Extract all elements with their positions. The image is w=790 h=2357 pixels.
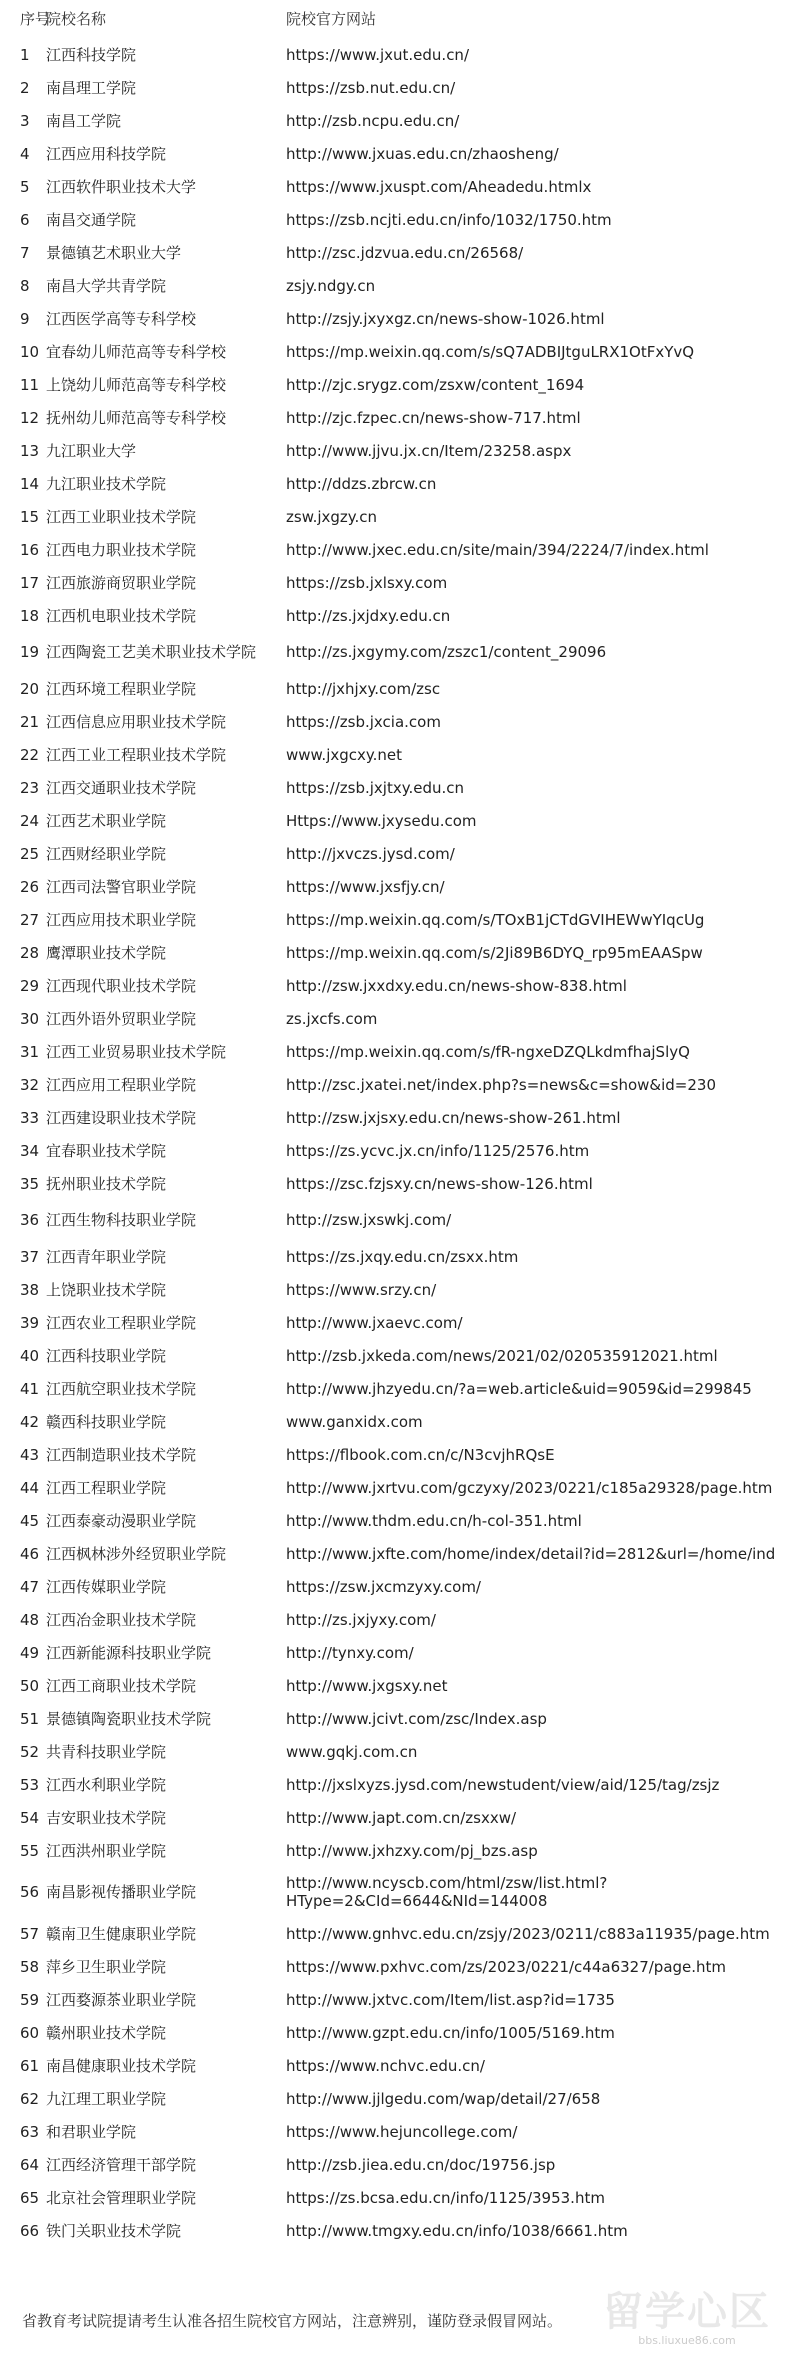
college-name: 九江理工职业学院 (46, 2089, 167, 2108)
row-number: 57 (20, 1924, 40, 1943)
college-website-link[interactable]: http://zjc.srygz.com/zsxw/content_1694 (286, 375, 585, 394)
row-number: 32 (20, 1075, 40, 1094)
college-name: 上饶幼儿师范高等专科学校 (46, 375, 227, 394)
college-website-link[interactable]: https://www.nchvc.edu.cn/ (286, 2056, 485, 2075)
table-row (10, 1035, 790, 1068)
table-row (10, 71, 790, 104)
table-row (10, 2049, 790, 2082)
college-website-link[interactable]: http://www.jxtvc.com/Item/list.asp?id=1735 (286, 1990, 615, 2009)
row-number: 40 (20, 1346, 40, 1365)
table-row (10, 2214, 790, 2247)
college-name: 上饶职业技术学院 (46, 1280, 167, 1299)
college-name: 南昌理工学院 (46, 78, 137, 97)
college-name: 江西冶金职业技术学院 (46, 1610, 197, 1629)
row-number: 5 (20, 177, 30, 196)
college-name: 江西医学高等专科学校 (46, 309, 197, 328)
row-number: 37 (20, 1247, 40, 1266)
table-header-row (10, 0, 790, 38)
row-number: 12 (20, 408, 40, 427)
college-website-link[interactable]: http://zsb.ncpu.edu.cn/ (286, 111, 460, 130)
college-name: 江西工商职业技术学院 (46, 1676, 197, 1695)
college-name: 南昌工学院 (46, 111, 122, 130)
table-row (10, 1339, 790, 1372)
watermark-logo: 留学心区 (603, 2289, 771, 2335)
college-website-link[interactable]: http://www.gnhvc.edu.cn/zsjy/2023/0211/c883a11935/page.htm (286, 1924, 770, 1943)
table-row (10, 599, 790, 632)
table-row (10, 1405, 790, 1438)
college-website-link[interactable]: https://www.jxsfjy.cn/ (286, 877, 445, 896)
table-row (10, 434, 790, 467)
college-name: 景德镇艺术职业大学 (46, 243, 182, 262)
college-name: 赣西科技职业学院 (46, 1412, 167, 1431)
college-name: 江西现代职业技术学院 (46, 976, 197, 995)
table-row (10, 1101, 790, 1134)
college-website-link[interactable]: http://www.jcivt.com/zsc/Index.asp (286, 1709, 547, 1728)
college-name: 江西建设职业技术学院 (46, 1108, 197, 1127)
table-row (10, 236, 790, 269)
row-number: 66 (20, 2221, 40, 2240)
college-website-link[interactable]: http://jxslxyzs.jysd.com/newstudent/view/aid/125/tag/zsjz (286, 1775, 720, 1794)
college-name: 江西工业工程职业技术学院 (46, 745, 227, 764)
row-number: 36 (20, 1211, 40, 1229)
table-row (10, 1372, 790, 1405)
college-name: 江西应用科技学院 (46, 144, 167, 163)
table-row (10, 1603, 790, 1636)
row-number: 7 (20, 243, 30, 262)
college-website-link[interactable]: https://www.hejuncollege.com/ (286, 2122, 518, 2141)
row-number: 20 (20, 679, 40, 698)
college-name: 南昌影视传播职业学院 (46, 1883, 197, 1901)
table-row (10, 203, 790, 236)
table-row (10, 2082, 790, 2115)
row-number: 49 (20, 1643, 40, 1662)
college-website-link[interactable]: zs.jxcfs.com (286, 1009, 378, 1028)
row-number: 24 (20, 811, 40, 830)
college-name: 南昌大学共青学院 (46, 276, 167, 295)
college-name: 江西生物科技职业学院 (46, 1211, 197, 1229)
table-row (10, 705, 790, 738)
college-name: 江西科技职业学院 (46, 1346, 167, 1365)
college-website-link[interactable]: https://www.srzy.cn/ (286, 1280, 437, 1299)
college-website-link[interactable]: http://zsb.jxkeda.com/news/2021/02/020535912021.html (286, 1346, 718, 1365)
row-number: 56 (20, 1883, 40, 1901)
table-row (10, 335, 790, 368)
college-website-link[interactable]: http://zs.jxjyxy.com/ (286, 1610, 436, 1629)
college-name: 和君职业学院 (46, 2122, 137, 2141)
row-number: 22 (20, 745, 40, 764)
college-name: 江西交通职业技术学院 (46, 778, 197, 797)
row-number: 6 (20, 210, 30, 229)
table-row (10, 302, 790, 335)
college-name: 江西科技学院 (46, 45, 137, 64)
row-number: 15 (20, 507, 40, 526)
college-website-link[interactable]: https://zsb.nut.edu.cn/ (286, 78, 456, 97)
college-website-link[interactable]: http://zsc.jdzvua.edu.cn/26568/ (286, 243, 524, 262)
table-row (10, 738, 790, 771)
row-number: 39 (20, 1313, 40, 1332)
college-website-link[interactable]: http://zsc.jxatei.net/index.php?s=news&c=show&id=230 (286, 1075, 716, 1094)
college-name: 景德镇陶瓷职业技术学院 (46, 1709, 212, 1728)
college-name: 九江职业大学 (46, 441, 137, 460)
row-number: 38 (20, 1280, 40, 1299)
row-number: 63 (20, 2122, 40, 2141)
college-name: 江西制造职业技术学院 (46, 1445, 197, 1464)
college-name: 江西工业贸易职业技术学院 (46, 1042, 227, 1061)
row-number: 2 (20, 78, 30, 97)
college-website-link[interactable]: Https://www.jxysedu.com (286, 811, 477, 830)
row-number: 46 (20, 1544, 40, 1563)
college-name: 江西环境工程职业学院 (46, 679, 197, 698)
college-name: 萍乡卫生职业学院 (46, 1957, 167, 1976)
college-website-link[interactable]: http://www.jxaevc.com/ (286, 1313, 463, 1332)
college-website-link[interactable]: http://jxvczs.jysd.com/ (286, 844, 455, 863)
table-row (10, 870, 790, 903)
college-name: 江西枫林涉外经贸职业学院 (46, 1544, 227, 1563)
table-row (10, 1167, 790, 1200)
table-row (10, 1570, 790, 1603)
college-name: 江西泰豪动漫职业学院 (46, 1511, 197, 1530)
college-website-link[interactable]: www.ganxidx.com (286, 1412, 423, 1431)
college-name: 江西航空职业技术学院 (46, 1379, 197, 1398)
college-website-link[interactable]: http://www.jxhzxy.com/pj_bzs.asp (286, 1841, 538, 1860)
row-number: 30 (20, 1009, 40, 1028)
college-name: 江西信息应用职业技术学院 (46, 712, 227, 731)
college-name: 江西青年职业学院 (46, 1247, 167, 1266)
college-website-link[interactable]: http://zs.jxjdxy.edu.cn (286, 606, 451, 625)
college-name: 铁门关职业技术学院 (46, 2221, 182, 2240)
row-number: 48 (20, 1610, 40, 1629)
row-number: 27 (20, 910, 40, 929)
row-number: 60 (20, 2023, 40, 2042)
table-row (10, 1669, 790, 1702)
college-name: 江西应用工程职业学院 (46, 1075, 197, 1094)
row-number: 44 (20, 1478, 40, 1497)
row-number: 28 (20, 943, 40, 962)
watermark (602, 2290, 772, 2350)
table-row (10, 1950, 790, 1983)
college-website-link[interactable]: https://zs.bcsa.edu.cn/info/1125/3953.htm (286, 2188, 605, 2207)
college-website-link[interactable]: www.jxgcxy.net (286, 745, 403, 764)
row-number: 11 (20, 375, 40, 394)
college-name: 江西洪州职业学院 (46, 1841, 167, 1860)
college-website-link[interactable]: http://www.gzpt.edu.cn/info/1005/5169.htm (286, 2023, 615, 2042)
table-row (10, 2181, 790, 2214)
college-website-table (10, 0, 790, 2247)
college-name: 吉安职业技术学院 (46, 1808, 167, 1827)
college-website-link[interactable]: http://www.ncyscb.com/html/zsw/list.html?HType=2&CId=6644&NId=144008 (286, 1874, 608, 1910)
table-row (10, 269, 790, 302)
row-number: 23 (20, 778, 40, 797)
header-name: 院校名称 (46, 10, 107, 28)
college-website-link[interactable]: http://www.jxrtvu.com/gczyxy/2023/0221/c185a29328/page.htm (286, 1478, 773, 1497)
table-row (10, 401, 790, 434)
table-row (10, 467, 790, 500)
college-website-link[interactable]: https://zsb.jxlsxy.com (286, 573, 448, 592)
table-row (10, 1537, 790, 1570)
college-website-link[interactable]: http://zsw.jxxdxy.edu.cn/news-show-838.html (286, 976, 627, 995)
college-website-link[interactable]: https://zsc.fzjsxy.cn/news-show-126.html (286, 1174, 593, 1193)
table-row (10, 1200, 790, 1240)
college-name: 赣南卫生健康职业学院 (46, 1924, 197, 1943)
row-number: 65 (20, 2188, 40, 2207)
college-website-link[interactable]: http://www.thdm.edu.cn/h-col-351.html (286, 1511, 582, 1530)
college-website-link[interactable]: http://zsw.jxswkj.com/ (286, 1211, 452, 1229)
college-website-link[interactable]: http://jxhjxy.com/zsc (286, 679, 441, 698)
college-name: 赣州职业技术学院 (46, 2023, 167, 2042)
table-row (10, 2016, 790, 2049)
table-row (10, 771, 790, 804)
table-row (10, 1768, 790, 1801)
row-number: 33 (20, 1108, 40, 1127)
table-row (10, 1134, 790, 1167)
row-number: 51 (20, 1709, 40, 1728)
row-number: 59 (20, 1990, 40, 2009)
row-number: 52 (20, 1742, 40, 1761)
college-name: 江西农业工程职业学院 (46, 1313, 197, 1332)
table-row (10, 1002, 790, 1035)
table-row (10, 804, 790, 837)
row-number: 58 (20, 1957, 40, 1976)
college-name: 江西新能源科技职业学院 (46, 1643, 212, 1662)
college-website-link[interactable]: zsw.jxgzy.cn (286, 507, 378, 526)
table-row (10, 1273, 790, 1306)
college-name: 宜春幼儿师范高等专科学校 (46, 342, 227, 361)
table-row (10, 632, 790, 672)
table-row (10, 1702, 790, 1735)
row-number: 61 (20, 2056, 40, 2075)
table-row (10, 672, 790, 705)
table-row (10, 1068, 790, 1101)
college-website-link[interactable]: http://zsjy.jxyxgz.cn/news-show-1026.html (286, 309, 605, 328)
college-name: 北京社会管理职业学院 (46, 2188, 197, 2207)
college-name: 江西应用技术职业学院 (46, 910, 197, 929)
college-website-link[interactable]: http://www.jxuas.edu.cn/zhaosheng/ (286, 144, 559, 163)
table-row (10, 969, 790, 1002)
row-number: 47 (20, 1577, 40, 1596)
college-name: 江西陶瓷工艺美术职业技术学院 (46, 643, 257, 661)
footer-note: 省教育考试院提请考生认准各招生院校官方网站，注意辨别，谨防登录假冒网站。 (22, 2312, 563, 2330)
header-url: 院校官方网站 (286, 10, 377, 28)
college-website-link[interactable]: http://www.jxec.edu.cn/site/main/394/2224/7/index.html (286, 540, 709, 559)
row-number: 1 (20, 45, 30, 64)
college-website-link[interactable]: https://mp.weixin.qq.com/s/sQ7ADBIJtguLRX1OtFxYvQ (286, 342, 695, 361)
college-website-link[interactable]: http://www.jhzyedu.cn/?a=web.article&uid=9059&id=299845 (286, 1379, 752, 1398)
row-number: 4 (20, 144, 30, 163)
college-website-link[interactable]: https://mp.weixin.qq.com/s/2Ji89B6DYQ_rp95mEAASpw (286, 943, 703, 962)
table-row (10, 1636, 790, 1669)
row-number: 31 (20, 1042, 40, 1061)
college-name: 江西工程职业学院 (46, 1478, 167, 1497)
row-number: 54 (20, 1808, 40, 1827)
college-website-link[interactable]: https://flbook.com.cn/c/N3cvjhRQsE (286, 1445, 555, 1464)
college-name: 江西传媒职业学院 (46, 1577, 167, 1596)
row-number: 45 (20, 1511, 40, 1530)
college-website-link[interactable]: https://zs.jxqy.edu.cn/zsxx.htm (286, 1247, 519, 1266)
row-number: 62 (20, 2089, 40, 2108)
row-number: 16 (20, 540, 40, 559)
row-number: 3 (20, 111, 30, 130)
row-number: 25 (20, 844, 40, 863)
table-row (10, 1735, 790, 1768)
row-number: 34 (20, 1141, 40, 1160)
row-number: 9 (20, 309, 30, 328)
college-website-link[interactable]: www.gqkj.com.cn (286, 1742, 418, 1761)
row-number: 13 (20, 441, 40, 460)
table-row (10, 1867, 790, 1917)
row-number: 41 (20, 1379, 40, 1398)
row-number: 50 (20, 1676, 40, 1695)
table-row (10, 533, 790, 566)
college-website-link[interactable]: http://www.jxfte.com/home/index/detail?id=2812&url=/home/ind (286, 1544, 776, 1563)
college-website-link[interactable]: http://tynxy.com/ (286, 1643, 414, 1662)
table-row (10, 104, 790, 137)
college-website-link[interactable]: https://zs.ycvc.jx.cn/info/1125/2576.htm (286, 1141, 590, 1160)
table-row (10, 368, 790, 401)
college-website-link[interactable]: http://www.jjlgedu.com/wap/detail/27/658 (286, 2089, 601, 2108)
college-website-link[interactable]: http://zsb.jiea.edu.cn/doc/19756.jsp (286, 2155, 556, 2174)
row-number: 17 (20, 573, 40, 592)
row-number: 26 (20, 877, 40, 896)
table-row (10, 2148, 790, 2181)
college-website-link[interactable]: https://www.jxuspt.com/Aheadedu.htmlx (286, 177, 592, 196)
college-website-link[interactable]: https://www.pxhvc.com/zs/2023/0221/c44a6327/page.htm (286, 1957, 727, 1976)
college-name: 共青科技职业学院 (46, 1742, 167, 1761)
table-row (10, 170, 790, 203)
college-website-link[interactable]: https://zsb.jxcia.com (286, 712, 441, 731)
table-row (10, 2115, 790, 2148)
table-row (10, 936, 790, 969)
row-number: 64 (20, 2155, 40, 2174)
table-row (10, 1240, 790, 1273)
college-name: 南昌交通学院 (46, 210, 137, 229)
table-row (10, 1801, 790, 1834)
college-website-link[interactable]: https://www.jxut.edu.cn/ (286, 45, 469, 64)
watermark-url: bbs.liuxue86.com (638, 2334, 736, 2347)
row-number: 14 (20, 474, 40, 493)
college-website-link[interactable]: http://ddzs.zbrcw.cn (286, 474, 437, 493)
college-name: 江西经济管理干部学院 (46, 2155, 197, 2174)
table-row (10, 1306, 790, 1339)
row-number: 29 (20, 976, 40, 995)
college-website-link[interactable]: https://mp.weixin.qq.com/s/fR-ngxeDZQLkdmfhajSlyQ (286, 1042, 690, 1061)
college-name: 南昌健康职业技术学院 (46, 2056, 197, 2075)
college-name: 江西艺术职业学院 (46, 811, 167, 830)
college-website-link[interactable]: https://zsw.jxcmzyxy.com/ (286, 1577, 481, 1596)
table-row (10, 137, 790, 170)
row-number: 42 (20, 1412, 40, 1431)
table-row (10, 1917, 790, 1950)
college-name: 江西工业职业技术学院 (46, 507, 197, 526)
row-number: 10 (20, 342, 40, 361)
college-website-link[interactable]: http://www.jxgsxy.net (286, 1676, 448, 1695)
row-number: 21 (20, 712, 40, 731)
table-row (10, 500, 790, 533)
table-row (10, 1834, 790, 1867)
row-number: 55 (20, 1841, 40, 1860)
college-name: 抚州职业技术学院 (46, 1174, 167, 1193)
college-name: 江西机电职业技术学院 (46, 606, 197, 625)
row-number: 35 (20, 1174, 40, 1193)
table-row (10, 1438, 790, 1471)
table-row (10, 837, 790, 870)
college-website-link[interactable]: http://zjc.fzpec.cn/news-show-717.html (286, 408, 581, 427)
table-row (10, 38, 790, 71)
college-website-link[interactable]: http://zs.jxgymy.com/zszc1/content_29096 (286, 643, 607, 661)
college-website-link[interactable]: https://zsb.ncjti.edu.cn/info/1032/1750.htm (286, 210, 612, 229)
college-name: 江西水利职业学院 (46, 1775, 167, 1794)
table-row (10, 1504, 790, 1537)
college-name: 鹰潭职业技术学院 (46, 943, 167, 962)
college-website-link[interactable]: https://zsb.jxjtxy.edu.cn (286, 778, 465, 797)
college-name: 九江职业技术学院 (46, 474, 167, 493)
college-website-link[interactable]: http://www.tmgxy.edu.cn/info/1038/6661.htm (286, 2221, 628, 2240)
table-row (10, 566, 790, 599)
table-body (10, 38, 790, 2247)
college-name: 江西财经职业学院 (46, 844, 167, 863)
row-number: 18 (20, 606, 40, 625)
college-website-link[interactable]: http://www.jjvu.jx.cn/Item/23258.aspx (286, 441, 572, 460)
header-num: 序号 (20, 10, 51, 28)
college-website-link[interactable]: http://www.japt.com.cn/zsxxw/ (286, 1808, 517, 1827)
table-row (10, 1983, 790, 2016)
college-name: 江西司法警官职业学院 (46, 877, 197, 896)
table-row (10, 903, 790, 936)
row-number: 43 (20, 1445, 40, 1464)
college-name: 江西外语外贸职业学院 (46, 1009, 197, 1028)
row-number: 8 (20, 276, 30, 295)
college-website-link[interactable]: http://zsw.jxjsxy.edu.cn/news-show-261.html (286, 1108, 621, 1127)
college-name: 江西旅游商贸职业学院 (46, 573, 197, 592)
college-name: 江西软件职业技术大学 (46, 177, 197, 196)
college-name: 抚州幼儿师范高等专科学校 (46, 408, 227, 427)
row-number: 53 (20, 1775, 40, 1794)
college-website-link[interactable]: zsjy.ndgy.cn (286, 276, 376, 295)
row-number: 19 (20, 643, 40, 661)
college-website-link[interactable]: https://mp.weixin.qq.com/s/TOxB1jCTdGVIHEWwYIqcUg (286, 910, 705, 929)
table-row (10, 1471, 790, 1504)
college-name: 江西婺源茶业职业学院 (46, 1990, 197, 2009)
college-name: 江西电力职业技术学院 (46, 540, 197, 559)
college-name: 宜春职业技术学院 (46, 1141, 167, 1160)
